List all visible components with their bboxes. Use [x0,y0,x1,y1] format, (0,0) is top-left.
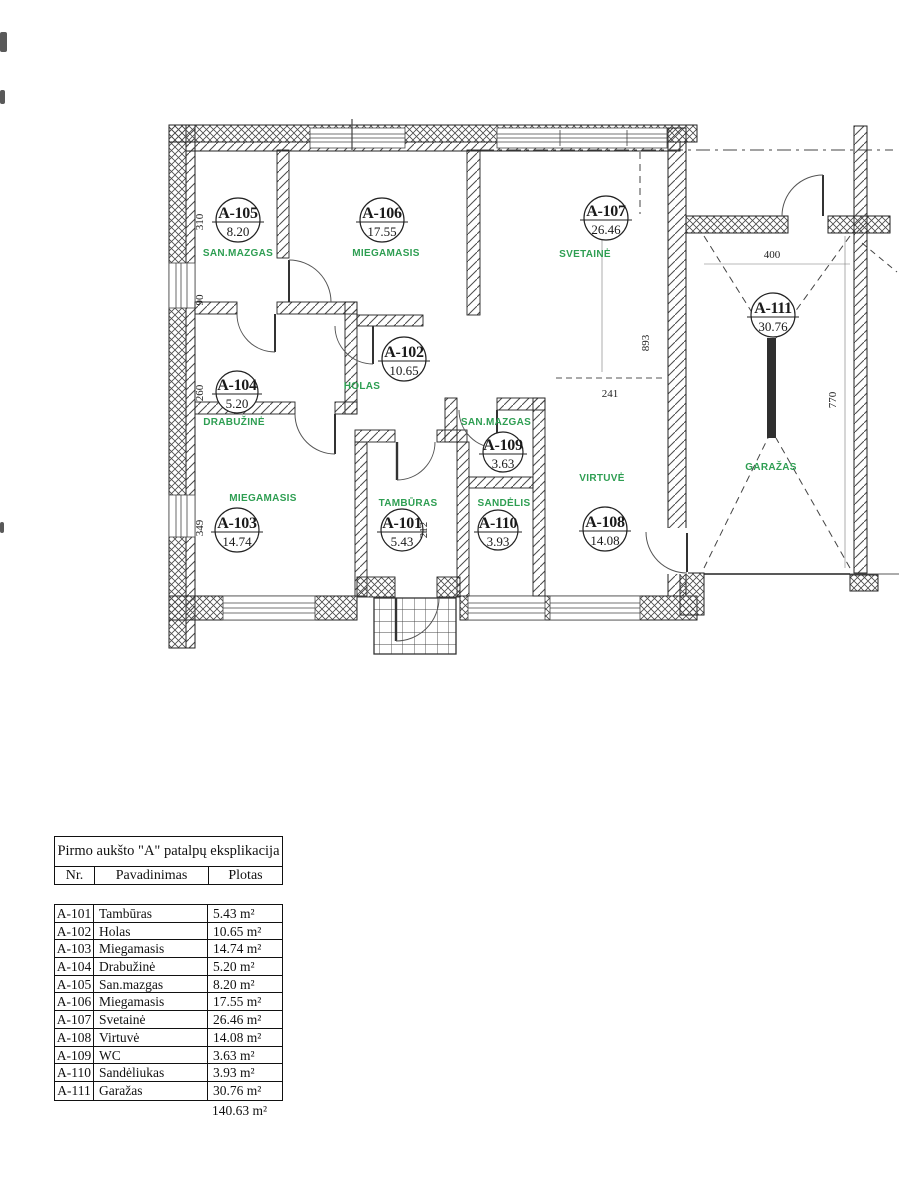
room-area: 8.20 [226,224,250,239]
garage-door-track [767,338,776,438]
row-area: 14.08 m² [208,1029,282,1047]
window [550,596,640,620]
wall-segment [686,216,788,233]
table-total: 140.63 m² [212,1102,268,1118]
row-area: 5.43 m² [208,905,282,923]
row-area: 26.46 m² [208,1011,282,1029]
roof-overhang-lines [480,150,897,272]
wall-segment [355,430,395,442]
room-code: A-109 [483,437,523,454]
row-code: A-110 [55,1064,94,1082]
room-name: TAMBŪRAS [378,498,438,509]
room-code: A-103 [217,515,257,532]
room-code: A-105 [218,205,258,222]
table-rows [54,904,283,1101]
entrance-porch [357,577,460,654]
room-tag-a111 [747,293,799,337]
dimension-label: 893 [640,334,652,352]
room-tag-a106 [356,198,408,242]
room-area: 30.76 [758,319,788,334]
explication-table [54,836,283,1119]
dimension-label: 310 [194,213,206,231]
row-name: Virtuvė [94,1029,208,1047]
room-name: DRABUŽINĖ [203,417,265,428]
table-title: Pirmo aukšto "A" patalpų eksplikacija [55,837,282,867]
room-name: SAN.MAZGAS [202,248,274,259]
row-name: San.mazgas [94,976,208,994]
room-tag-a109 [479,432,527,472]
wall-segment [680,573,704,615]
row-code: A-107 [55,1011,94,1029]
room-name: GARAŽAS [745,462,797,473]
row-code: A-102 [55,923,94,941]
door [295,414,335,454]
row-name: Garažas [94,1082,208,1100]
window [497,128,667,148]
room-tag-a103 [211,508,263,552]
wall-segment [357,577,395,597]
room-code: A-104 [217,377,257,394]
wall-segment [533,398,545,596]
room-area: 5.20 [225,396,249,411]
row-area: 30.76 m² [213,1082,262,1098]
wall-segment [437,577,460,597]
room-tag-a102 [378,337,430,381]
row-code: A-105 [55,976,94,994]
row-name: Miegamasis [94,993,208,1011]
wall-segment [335,402,357,414]
room-area: 17.55 [367,224,397,239]
wall-segment [345,302,357,414]
row-code: A-104 [55,958,94,976]
window [223,596,315,620]
row-code: A-101 [55,905,94,923]
room-area: 3.93 [486,534,510,549]
window [468,596,545,620]
row-code: A-111 [55,1082,94,1100]
dimension-label: 260 [194,384,206,402]
room-name: MIEGAMASIS [229,493,297,504]
row-name: Miegamasis [94,940,208,958]
room-tag-a110 [474,510,522,550]
room-name: SANDĖLIS [477,498,531,509]
room-area: 10.65 [389,363,419,378]
room-area: 3.63 [491,456,515,471]
door-opening [666,528,688,574]
door [237,314,275,352]
column-header-plotas: Plotas [208,867,282,884]
window [169,263,195,308]
table-column-headers [55,867,282,884]
room-code: A-107 [586,203,626,220]
row-area: 3.63 m² [208,1047,282,1065]
dimension-lines [602,230,850,568]
room-area: 5.43 [390,534,414,549]
room-name: SAN.MAZGAS [460,417,532,428]
room-name: VIRTUVĖ [579,473,625,484]
dimension-label: 241 [601,388,619,400]
room-code: A-102 [384,344,424,361]
room-code: A-106 [362,205,402,222]
column-header-nr: Nr. [65,868,84,883]
room-code: A-110 [478,515,518,532]
dimension-label: 90 [194,294,206,306]
row-name: Svetainė [94,1011,208,1029]
room-code: A-111 [754,300,792,317]
dimension-label: 349 [194,519,206,537]
wall-segment [854,126,867,573]
row-code: A-108 [55,1029,94,1047]
porch-steps [374,598,456,654]
wall-segment [277,150,289,258]
dimension-label: 400 [763,249,781,261]
dimension-label: 212 [418,521,430,539]
row-area: 17.55 m² [208,993,282,1011]
room-area: 14.74 [222,534,252,549]
window [169,495,195,537]
row-name: Sandėliukas [94,1064,208,1082]
door [782,175,823,216]
door [397,442,435,480]
wall-segment [850,575,878,591]
wall-segment [445,398,457,442]
row-code: A-103 [55,940,94,958]
room-tag-a108 [579,507,631,551]
window [310,128,405,148]
wall-segment [469,477,533,488]
row-name: Drabužinė [94,958,208,976]
room-name: HOLAS [343,381,381,392]
table-header-box [54,836,283,885]
wall-segment [467,150,480,315]
room-name: SVETAINĖ [559,249,611,260]
row-code: A-109 [55,1047,94,1065]
row-code: A-106 [55,993,94,1011]
room-tag-a107 [580,196,632,240]
room-area: 14.08 [590,533,620,548]
room-code: A-101 [382,515,422,532]
column-header-pavadinimas: Pavadinimas [94,867,208,884]
row-area: 10.65 m² [208,923,282,941]
wall-segment [357,315,423,326]
wall-segment [169,125,186,648]
room-area: 26.46 [591,222,621,237]
row-area: 5.20 m² [208,958,282,976]
room-tag-a105 [212,198,264,242]
row-area: 3.93 m² [208,1064,282,1082]
room-name: MIEGAMASIS [352,248,420,259]
wall-segment [668,128,686,596]
room-code: A-108 [585,514,625,531]
wall-segment [355,442,367,596]
row-area: 8.20 m² [208,976,282,994]
row-area: 14.74 m² [208,940,282,958]
row-name: Tambūras [94,905,208,923]
wall-segment [457,442,469,596]
row-name: Holas [94,923,208,941]
door [289,260,331,302]
row-name: WC [94,1047,208,1065]
dimension-label: 770 [827,391,839,409]
